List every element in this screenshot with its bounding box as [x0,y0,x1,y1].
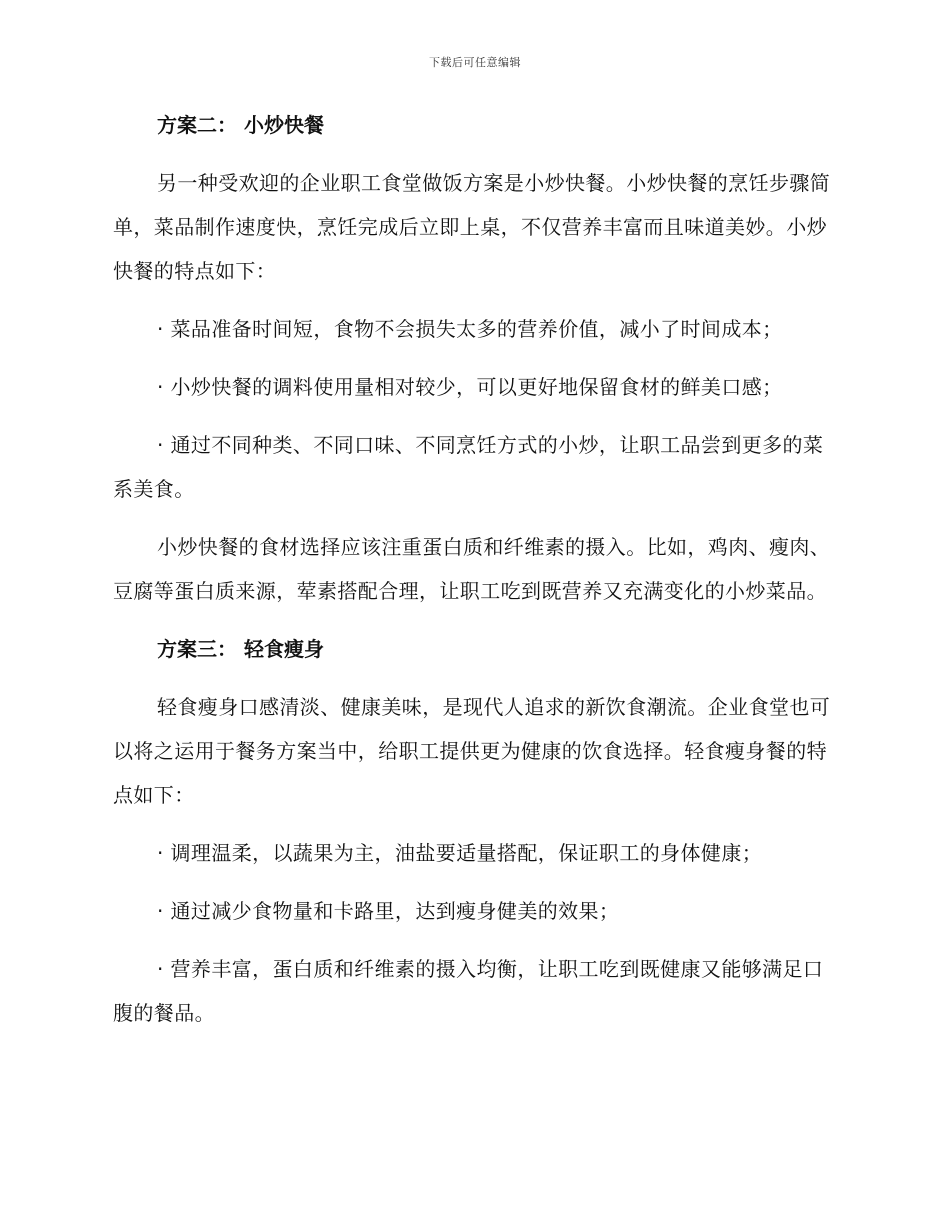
section-3-bullet-1: · 调理温柔，以蔬果为主，油盐要适量搭配，保证职工的身体健康； [157,841,763,865]
section-3-bullet-2: · 通过减少食物量和卡路里，达到瘦身健美的效果； [157,899,620,923]
section-2-bullet-2: · 小炒快餐的调料使用量相对较少，可以更好地保留食材的鲜美口感； [157,375,783,399]
section-2-intro: 另一种受欢迎的企业职工食堂做饭方案是小炒快餐。小炒快餐的烹饪步骤简单，菜品制作速度快，烹饪完成后立即上桌，不仅营养丰富而且味道美妙。小炒快餐的特点如下： [113,171,831,283]
section-2-bullet-1: · 菜品准备时间短，食物不会损失太多的营养价值，减小了时间成本； [157,317,783,341]
section-heading-2: 方案二： 小炒快餐 [157,113,324,137]
section-2-bullet-3: · 通过不同种类、不同口味、不同烹饪方式的小炒，让职工品尝到更多的菜系美食。 [113,433,824,501]
section-3-bullet-3: · 营养丰富，蛋白质和纤维素的摄入均衡，让职工吃到既健康又能够满足口腹的餐品。 [113,957,824,1025]
document-body [113,103,833,1049]
section-2-closing: 小炒快餐的食材选择应该注重蛋白质和纤维素的摄入。比如，鸡肉、瘦肉、豆腐等蛋白质来源，荤素搭配合理，让职工吃到既营养又充满变化的小炒菜品。 [113,535,831,603]
page-header: 下载后可任意编辑 [429,56,521,69]
section-3-intro: 轻食瘦身口感清淡、健康美味，是现代人追求的新饮食潮流。企业食堂也可以将之运用于餐务方案当中，给职工提供更为健康的饮食选择。轻食瘦身餐的特点如下： [113,695,831,807]
section-heading-3: 方案三： 轻食瘦身 [157,637,324,661]
